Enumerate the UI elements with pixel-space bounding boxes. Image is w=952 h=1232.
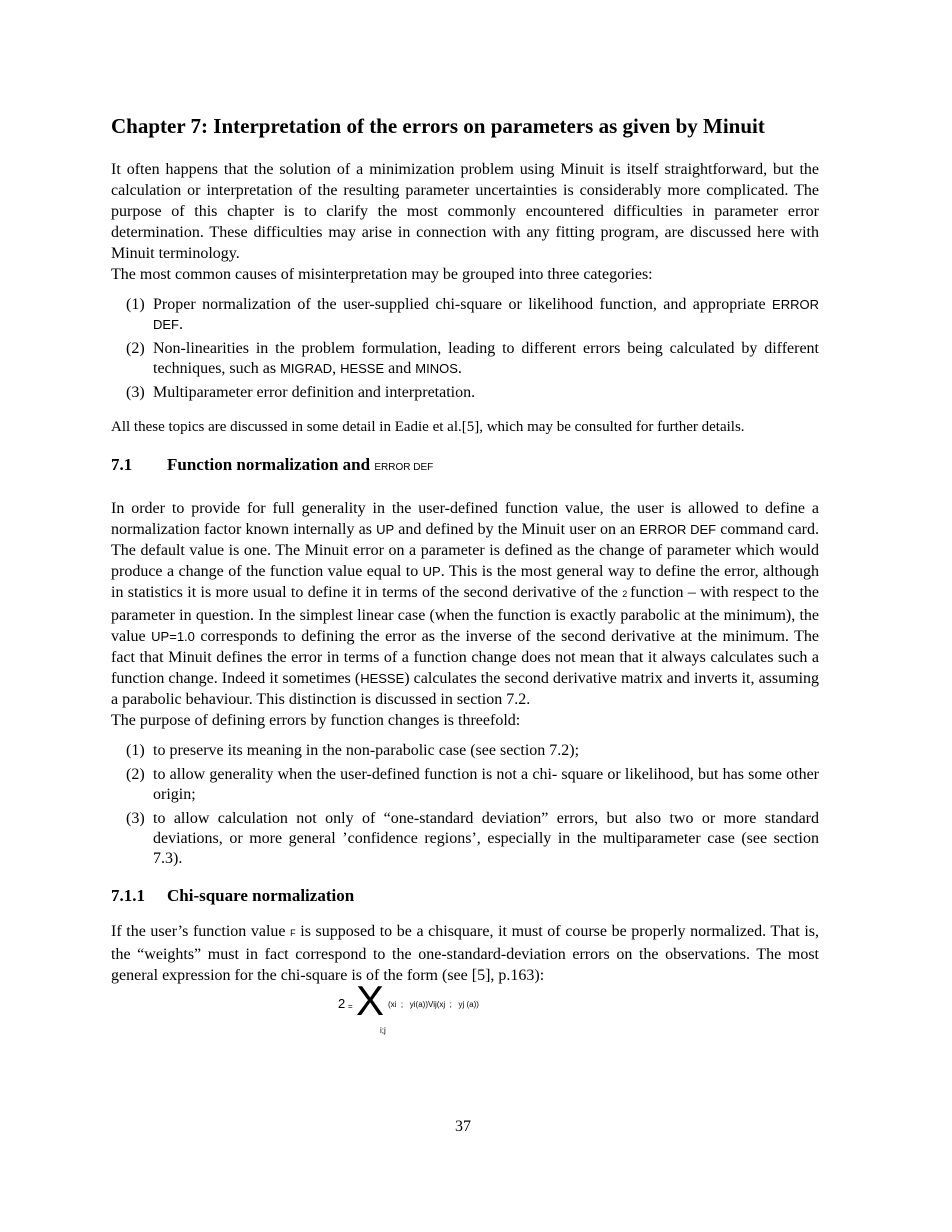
- text-run: to allow generality when the user-defined function is not a chi- square or likelihood, but has some other origin;: [153, 766, 819, 803]
- text-run: and: [384, 360, 416, 377]
- list-item: [126, 809, 819, 869]
- text-run: ,: [332, 360, 341, 377]
- purposes-list: [126, 741, 819, 869]
- paragraph: [111, 498, 819, 710]
- paragraph: [111, 159, 819, 264]
- section-title: Chi-square normalization: [167, 886, 355, 905]
- intro: [111, 159, 819, 285]
- section-number: 7.1: [111, 455, 133, 474]
- sans-term: ERROR DEF: [153, 297, 819, 332]
- text-run: Non-linearities in the problem formulation, leading to different errors being calculated by different techniques, such as: [153, 340, 819, 377]
- text-run: function – with respect to the parameter in question. In the simplest linear case (when the function is exactly parabolic at the minimum), the value: [111, 584, 820, 645]
- paragraph: [111, 264, 819, 285]
- sans-term: ERROR DEF: [639, 522, 717, 537]
- text-run: The purpose of defining errors by function changes is threefold:: [111, 712, 521, 729]
- causes-list: [126, 295, 819, 403]
- document-page: [111, 112, 819, 1046]
- text-run: to allow calculation not only of “one-standard deviation” errors, but also two or more standard deviations, or more general ’confidence regions’, especially in the multiparameter case (see section 7.3).: [153, 810, 819, 867]
- list-number: (2): [126, 766, 145, 783]
- chapter-title: Chapter 7: Interpretation of the errors on parameters as given by Minuit: [111, 114, 765, 138]
- text-run: corresponds to defining the error as the inverse of the second derivative at the minimum. The fact that Minuit defines the error in terms of a function change does not mean that it always calculates such a function change. Indeed it sometimes (: [111, 628, 820, 687]
- formula-superscript: 2: [338, 996, 346, 1011]
- text-run: to preserve its meaning in the non-parabolic case (see section 7.2);: [153, 742, 580, 759]
- list-item: [126, 765, 819, 805]
- text-run: command card. The default value is one. The Minuit error on a parameter is defined as the change of parameter which would produce a change of the function value equal to: [111, 521, 820, 580]
- sans-term: UP: [422, 564, 441, 579]
- sans-term: 2: [622, 589, 631, 599]
- sans-term: HESSE: [340, 361, 385, 376]
- list-number: (2): [126, 340, 145, 357]
- section-7-1-1-heading: [111, 885, 819, 907]
- paragraph: [111, 921, 819, 986]
- formula-subscript: i;j: [380, 1026, 386, 1035]
- text-run: and defined by the Minuit user on an: [394, 521, 640, 538]
- paragraph: [111, 710, 819, 731]
- text-run: If the user’s function value: [111, 923, 291, 940]
- text-run: .: [179, 316, 183, 333]
- list-number: (1): [126, 742, 145, 759]
- sans-term: UP: [376, 522, 395, 537]
- text-run: Proper normalization of the user-supplied chi-square or likelihood function, and appropriate: [153, 296, 773, 313]
- text-run: .: [457, 360, 462, 377]
- list-item: [126, 383, 819, 403]
- eadie-note: All these topics are discussed in some detail in Eadie et al.[5], which may be consulted for further details.: [111, 419, 745, 435]
- text-run: . This is the most general way to define the error, although in statistics it is more usual to define it in terms of the second derivative of the: [111, 563, 819, 601]
- list-number: (3): [126, 384, 145, 401]
- text-run: ) calculates the second derivative matrix and inverts it, assuming a parabolic behaviour. This distinction is discussed in section 7.2.: [111, 670, 820, 708]
- section-7-1-body: [111, 498, 819, 731]
- sans-term: MIGRAD: [280, 361, 333, 376]
- text-run: Multiparameter error definition and interpretation.: [153, 384, 476, 401]
- text-run: In order to provide for full generality in the user-defined function value, the user is allowed to define a normalization factor known internally as: [111, 500, 819, 538]
- chi-square-formula: [111, 977, 819, 1046]
- section-title: Function normalization and: [167, 455, 375, 474]
- sans-term: F: [290, 928, 296, 938]
- sans-term: UP=1.0: [151, 629, 195, 644]
- formula-arguments: (xi ; yi(a))Vij(xj ; yj (a)): [388, 1000, 479, 1009]
- list-item: [126, 339, 819, 379]
- section-7-1-1-body: [111, 921, 819, 986]
- text-run: is supposed to be a chisquare, it must of course be properly normalized. That is, the “weights” must in fact correspond to the one-standard-deviation errors on the observations. The most general expression for the chi-square is of the form (see [5], p.163):: [111, 923, 820, 984]
- section-number: 7.1.1: [111, 886, 145, 905]
- section-title-sans: ERROR DEF: [374, 462, 434, 473]
- formula-equals: =: [348, 1002, 353, 1011]
- list-number: (3): [126, 810, 145, 827]
- list-number: (1): [126, 296, 145, 313]
- sans-term: MINOS: [415, 361, 458, 376]
- list-item: [126, 741, 819, 761]
- page-number: 37: [455, 1118, 471, 1135]
- formula-sum-symbol: X: [356, 977, 385, 1024]
- list-item: [126, 295, 819, 335]
- section-7-1-heading: [111, 454, 819, 479]
- text-run: The most common causes of misinterpretation may be grouped into three categories:: [111, 266, 653, 283]
- text-run: It often happens that the solution of a minimization problem using Minuit is itself straightforward, but the calculation or interpretation of the resulting parameter uncertainties is considerably more complicated. The purpose of this chapter is to clarify the most commonly encountered difficulties in parameter error determination. These difficulties may arise in connection with any fitting program, are discussed here with Minuit terminology.: [111, 161, 819, 262]
- sans-term: HESSE: [360, 671, 405, 686]
